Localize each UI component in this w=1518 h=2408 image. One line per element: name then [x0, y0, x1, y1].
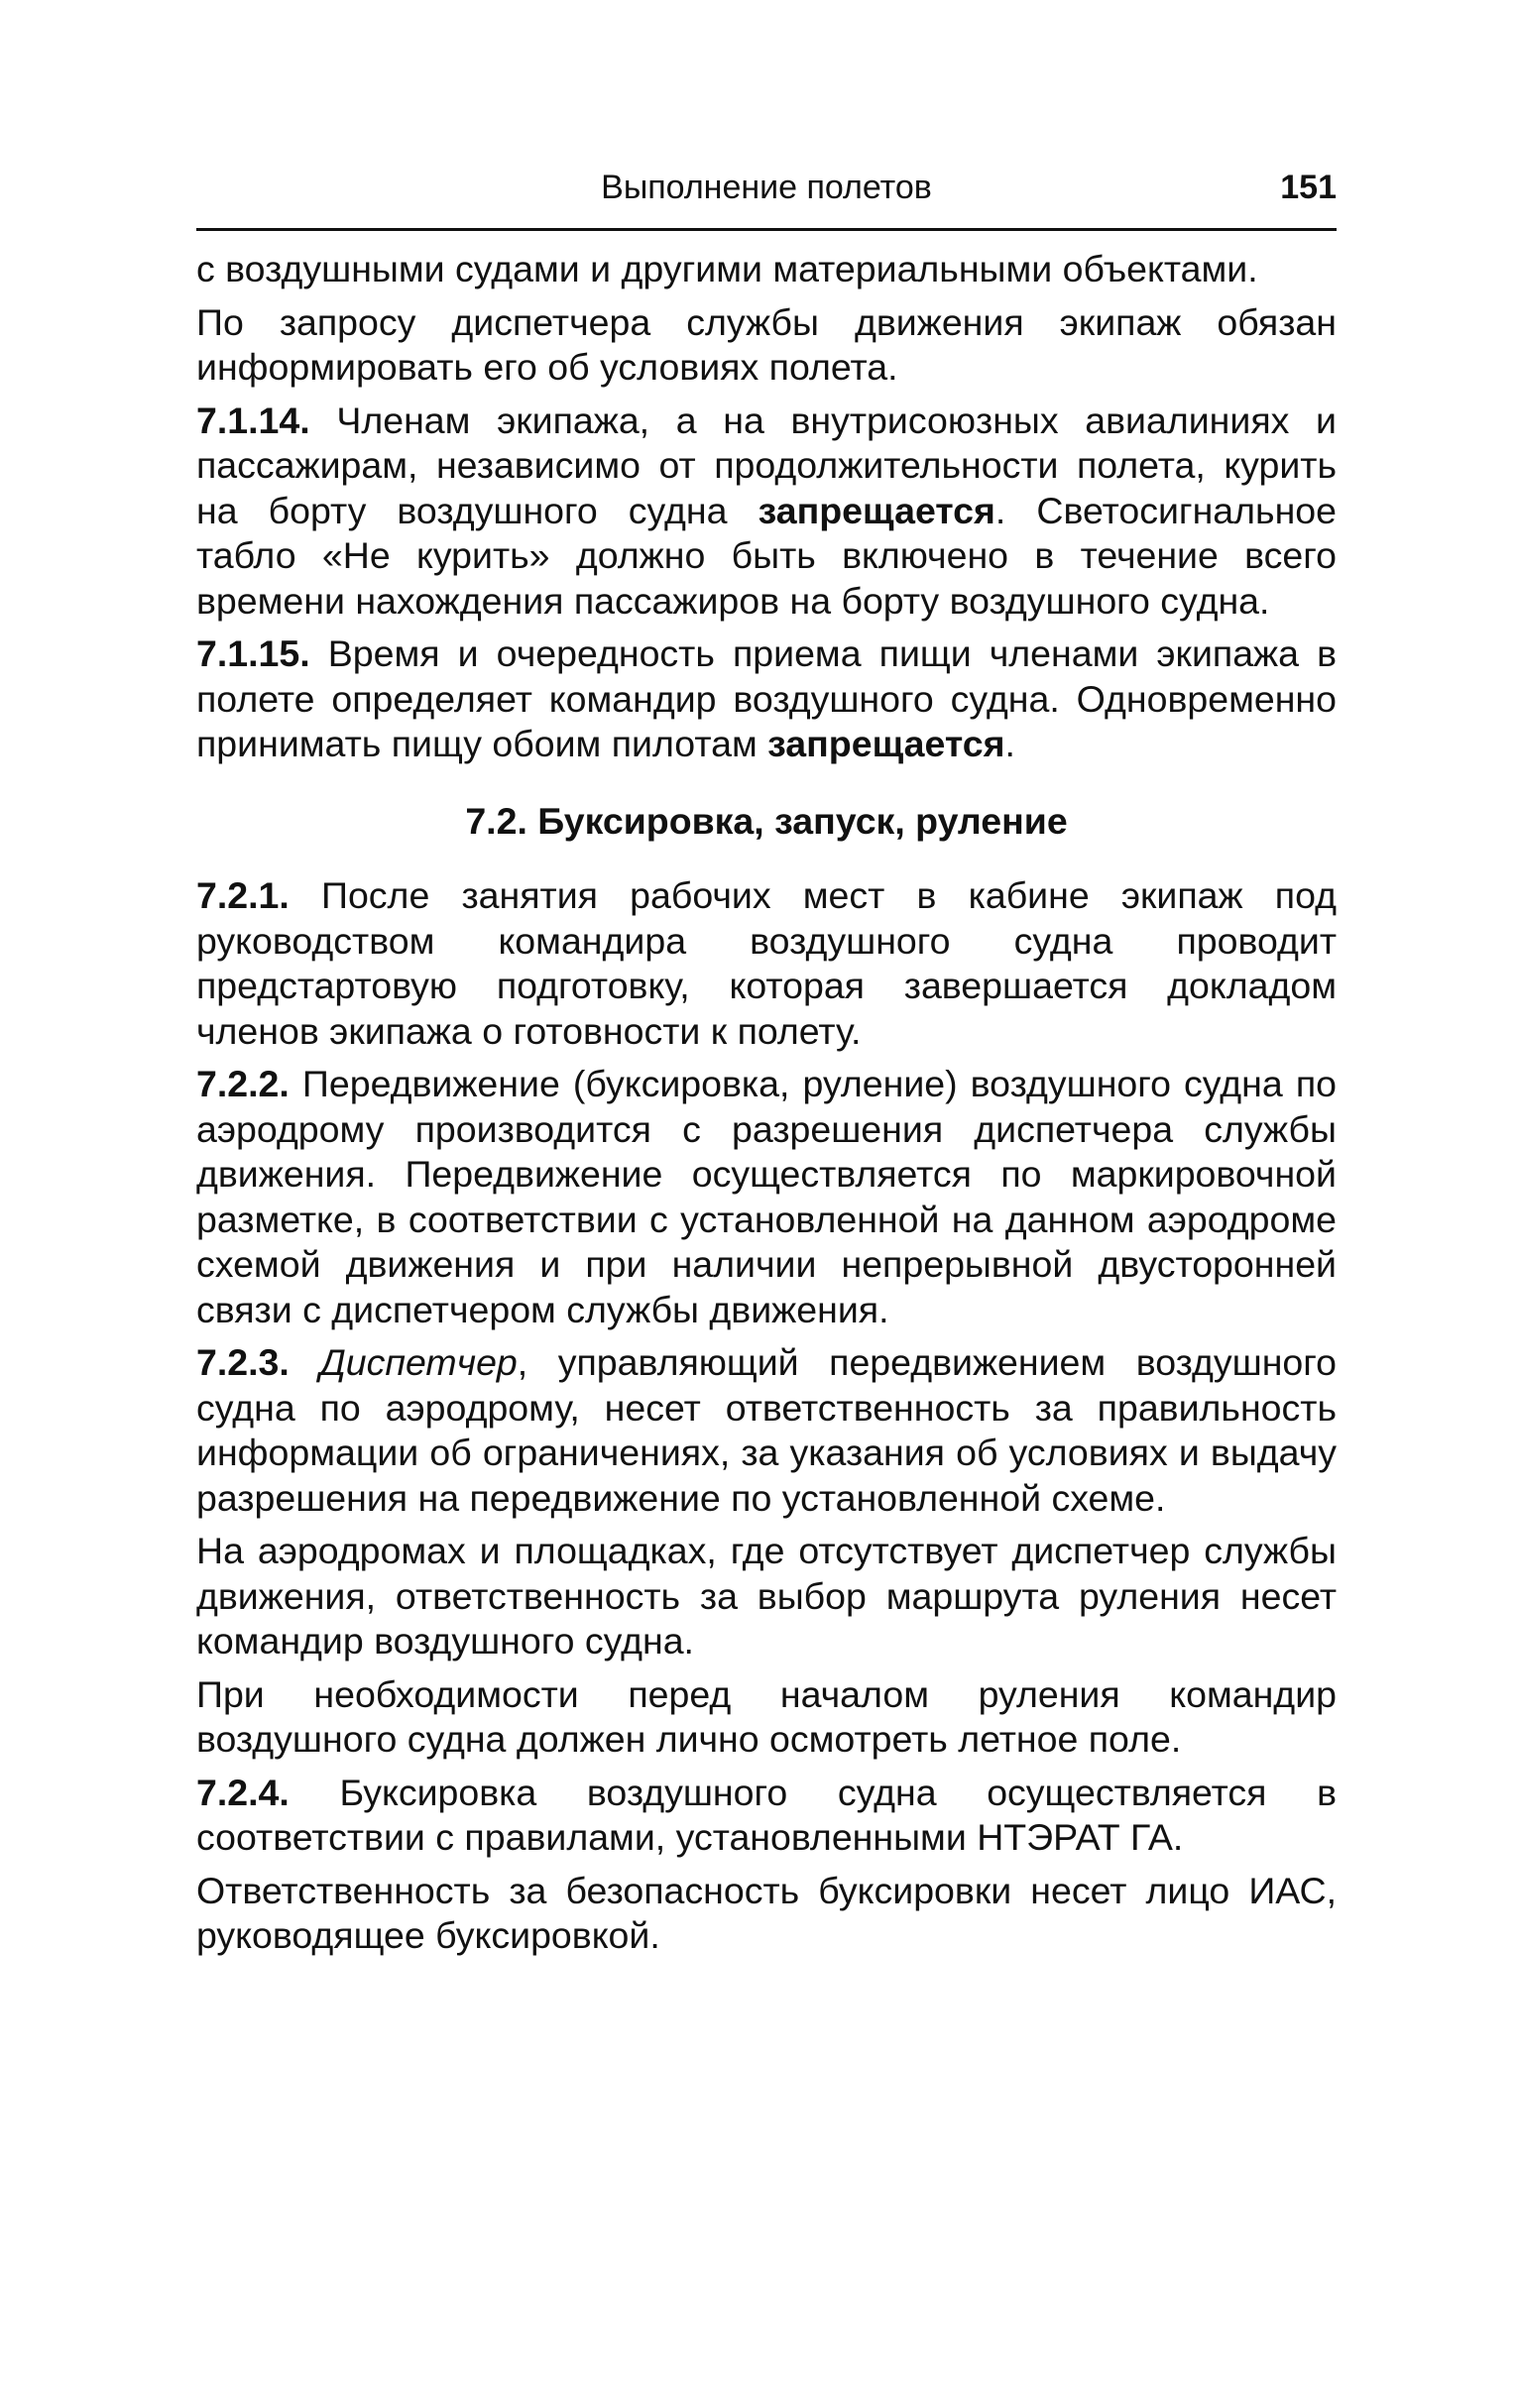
clause-number: 7.2.2. — [196, 1063, 290, 1104]
clause-7-2-2 — [196, 1062, 1337, 1332]
paragraph — [196, 1672, 1337, 1763]
clause-text: Членам экипажа, а на внутрисоюзных авиалиниях и пассажирам, независимо от продолжительности полета, курить на борту воздушного судна — [196, 399, 1337, 531]
body-text — [196, 247, 1337, 1959]
clause-emphasis: запрещается — [758, 489, 995, 531]
running-title: Выполнение полетов — [601, 169, 932, 206]
clause-text: Буксировка воздушного судна осуществляется в соответствии с правилами, установленными НТЭРАТ ГА. — [196, 1771, 1337, 1858]
header-rule — [196, 228, 1337, 231]
clause-7-2-4 — [196, 1771, 1337, 1861]
document-page — [196, 159, 1337, 1967]
clause-number: 7.1.14. — [196, 399, 310, 441]
clause-text: Передвижение (буксировка, руление) воздушного судна по аэродрому производится с разрешения диспетчера службы движения. Передвижение осуществляется по маркировочной разметке, в соответствии с установленной на данном аэродроме схемой движения и при наличии непрерывной двусторонней связи с диспетчером службы движения. — [196, 1063, 1337, 1330]
clause-text: Время и очередность приема пищи членами экипажа в полете определяет командир воздушного судна. Одновременно принимать пищу обоим пилотам — [196, 632, 1337, 764]
clause-text: , управляющий передвижением воздушного судна по аэродрому, несет ответственность за правильность информации об ограничениях, за указания об условиях и выдачу разрешения на передвижение по установленной схеме. — [196, 1341, 1337, 1519]
running-header — [196, 159, 1337, 214]
page-number: 151 — [1280, 169, 1337, 206]
clause-text: После занятия рабочих мест в кабине экипаж под руководством командира воздушного судна проводит предстартовую подготовку, которая завершается докладом членов экипажа о готовности к полету. — [196, 874, 1337, 1052]
clause-text: . Светосигнальное табло «Не курить» должно быть включено в течение всего времени нахождения пассажиров на борту воздушного судна. — [196, 489, 1337, 622]
clause-italic: Диспетчер — [289, 1341, 518, 1383]
paragraph — [196, 300, 1337, 391]
paragraph-text: По запросу диспетчера службы движения экипаж обязан информировать его об условиях полета. — [196, 300, 1337, 388]
paragraph — [196, 1869, 1337, 1959]
clause-7-1-15 — [196, 631, 1337, 767]
clause-number: 7.2.4. — [196, 1771, 290, 1813]
clause-number: 7.2.1. — [196, 874, 290, 916]
clause-number: 7.1.15. — [196, 632, 310, 674]
paragraph-text: При необходимости перед началом руления командир воздушного судна должен лично осмотреть летное поле. — [196, 1672, 1337, 1760]
clause-7-2-3 — [196, 1340, 1337, 1521]
clause-number: 7.2.3. — [196, 1341, 290, 1383]
paragraph-text: с воздушными судами и другими материальными объектами. — [196, 248, 1258, 289]
paragraph — [196, 1529, 1337, 1664]
paragraph-text: Ответственность за безопасность буксировки несет лицо ИАС, руководящее буксировкой. — [196, 1869, 1337, 1956]
section-title: 7.2. Буксировка, запуск, руление — [465, 799, 1068, 842]
clause-emphasis: запрещается — [767, 723, 1005, 764]
clause-7-1-14 — [196, 399, 1337, 625]
paragraph-text: На аэродромах и площадках, где отсутствует диспетчер службы движения, ответственность за выбор маршрута руления несет командир воздушного судна. — [196, 1530, 1337, 1662]
clause-7-2-1 — [196, 873, 1337, 1054]
clause-text: . — [1004, 723, 1015, 764]
paragraph — [196, 247, 1337, 292]
